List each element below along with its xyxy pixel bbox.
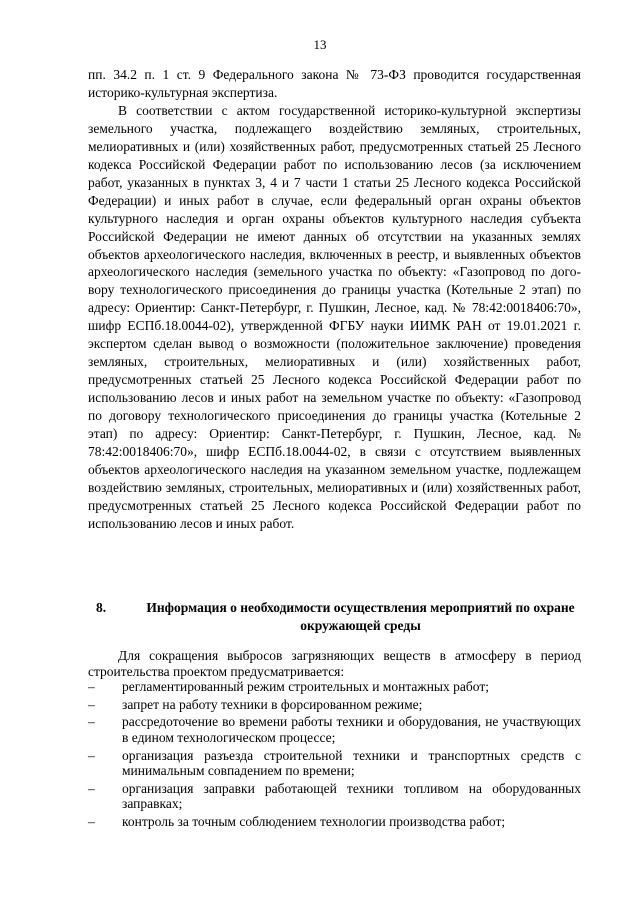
paragraph-continuation: пп. 34.2 п. 1 ст. 9 Федерального закона № 73-ФЗ проводится государственная историко-культурная экспертиза. <box>88 67 581 100</box>
dash-marker: – <box>88 780 95 796</box>
measures-list <box>88 679 581 829</box>
list-item <box>88 814 581 830</box>
section-body <box>88 648 581 832</box>
list-item-text: контроль за точным соблюдением технологии производства работ; <box>122 813 506 829</box>
dash-marker: – <box>88 813 95 829</box>
dash-marker: – <box>88 696 95 712</box>
section-number: 8. <box>96 600 107 615</box>
list-item <box>88 714 581 745</box>
dash-marker: – <box>88 747 95 763</box>
list-item <box>88 748 581 779</box>
paragraph-expertise: В соответствии с актом государственной историко-культурной экспертизы земельного участка, подлежащего воздействию земляных, строительных, мелиоративных и (или) хозяйственных работ, предусмотренных статьей 25 Лесного кодекса Российской Федерации работ по использованию лесов (за исключением работ, указанных в пунктах 3, 4 и 7 части 1 статьи 25 Лесного кодекса Российской Федерации) и иных работ в случае, если федеральный орган охраны объектов культурного наследия и орган охраны объектов культурного наследия субъекта Российской Федерации не имеют данных об отсутствии на указанных землях объектов археологического наследия, включенных в реестр, и выявленных объектов археологического наследия (земельного участка по объекту: «Газопровод по договору технологического присоединения до границы участка (Котельные 2 этап) по адресу: Ориентир: Санкт-Петербург, г. Пушкин, Лесное, кад. № 78:42:0018406:70», шифр ЕСПб.18.0044-02), утвержденной ФГБУ науки ИИМК РАН от 19.01.2021 г. экспертом сделан вывод о возможности (положительное заключение) проведения земляных, строительных, мелиоративных и (или) хозяйственных работ, предусмотренных статьей 25 Лесного кодекса Российской Федерации работ по использованию лесов и иных работ на земельном участке по объекту: «Газопровод по договору технологического присоединения до границы участка (Котельные 2 этап) по адресу: Ориентир: Санкт-Петербург, г. Пушкин, Лесное, кад. № 78:42:0018406:70», шифр ЕСПб.18.0044-02, в связи с отсутствием выявленных объектов археологического наследия на указанном земельном участке, подлежащем воздействию земляных, строительных, мелиоративных и (или) хозяйственных работ, предусмотренных статьей 25 Лесного кодекса Российской Федерации работ по использованию лесов и иных работ. <box>88 102 581 531</box>
list-item <box>88 679 581 695</box>
page-number: 13 <box>313 37 327 52</box>
section-title: Информация о необходимости осуществления мероприятий по охране окружающей среды <box>146 600 575 633</box>
body-text <box>88 66 581 533</box>
list-item-text: запрет на работу техники в форсированном режиме; <box>122 696 423 712</box>
dash-marker: – <box>88 679 95 695</box>
list-item <box>88 697 581 713</box>
dash-marker: – <box>88 714 95 730</box>
list-item-text: организация разъезда строительной техники и транспортных средств с минимальным совпадением по времени; <box>122 747 581 779</box>
section-intro: Для сокращения выбросов загрязняющих веществ в атмосферу в период строительства проектом предусматривается: <box>88 648 581 679</box>
list-item-text: регламентированный режим строительных и монтажных работ; <box>122 679 489 695</box>
list-item-text: организация заправки работающей техники топливом на оборудованных заправках; <box>122 780 581 812</box>
section-heading <box>88 599 581 635</box>
list-item <box>88 781 581 812</box>
list-item-text: рассредоточение во времени работы техники и оборудования, не участвующих в едином технологическом процессе; <box>122 714 581 745</box>
